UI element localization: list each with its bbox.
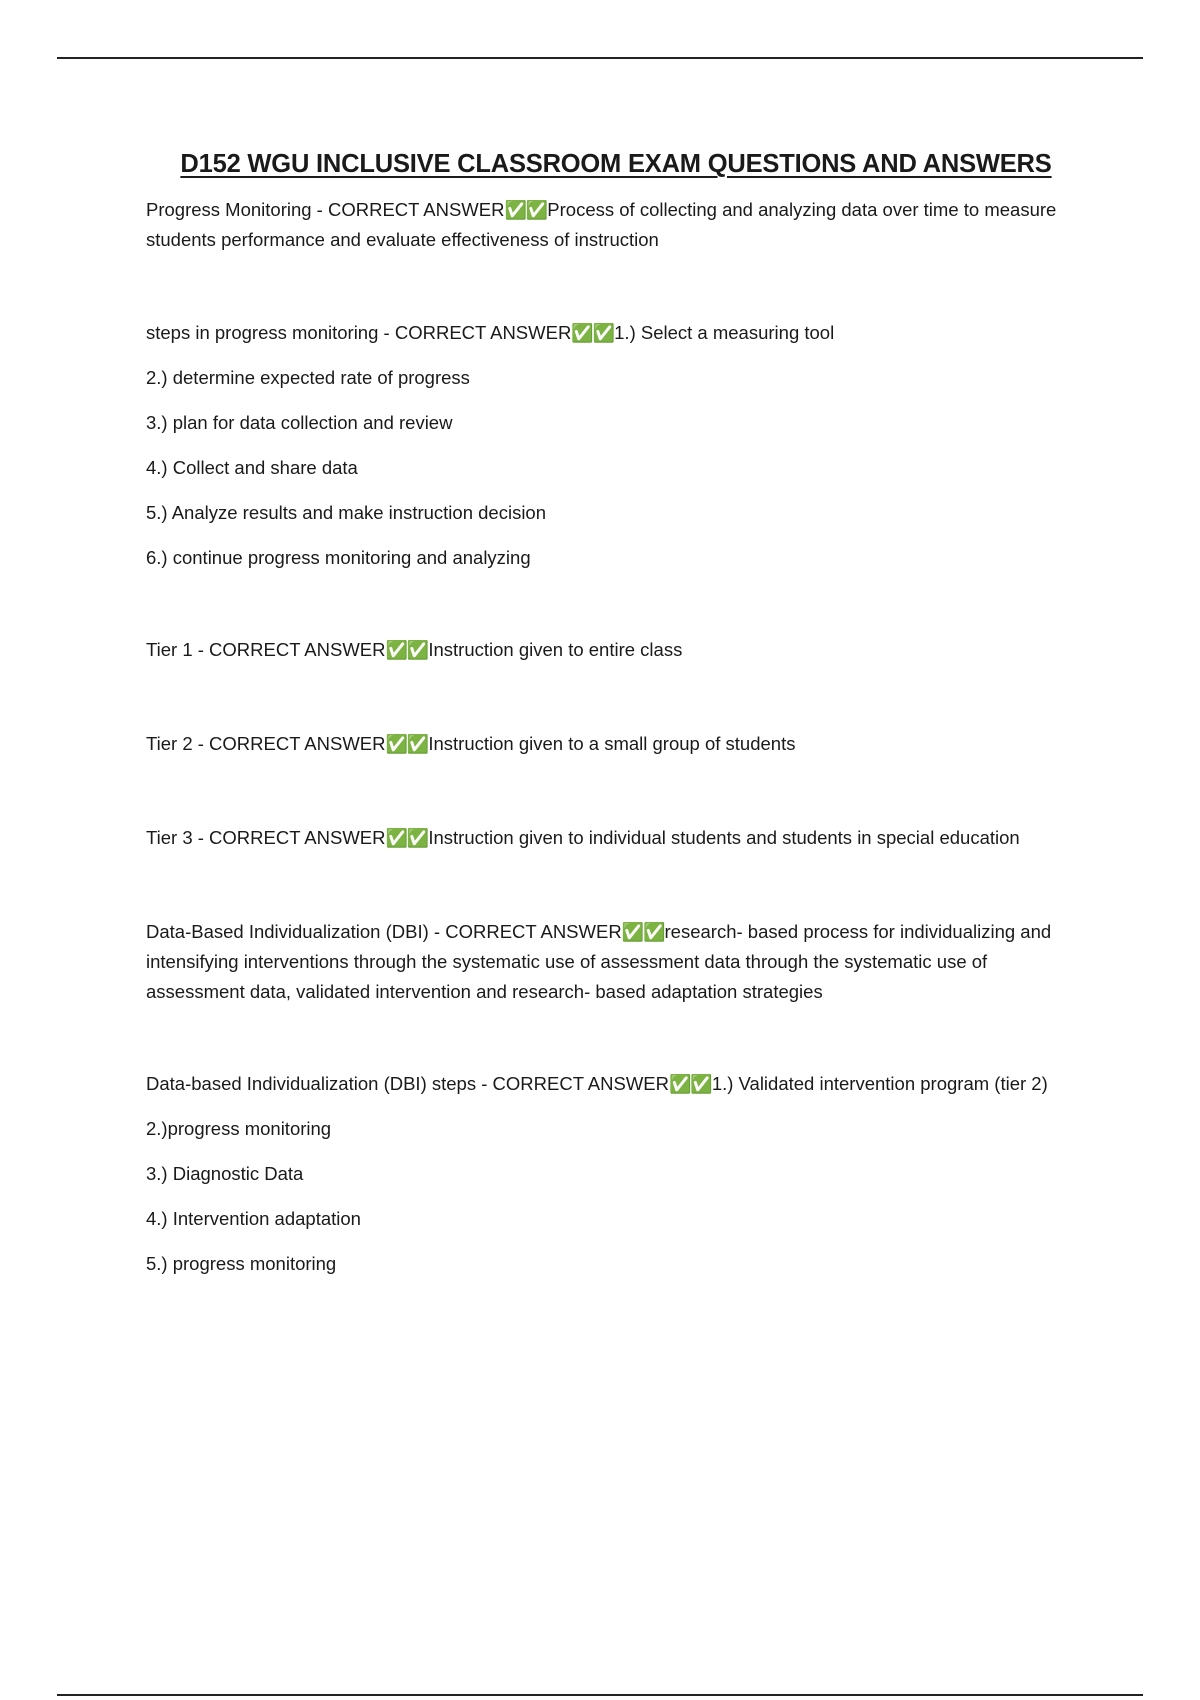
step-item: 6.) continue progress monitoring and analyzing xyxy=(146,547,531,568)
qa-term: Data-Based Individualization (DBI) - xyxy=(146,921,446,942)
check-mark-icon: ✅✅ xyxy=(385,828,429,848)
qa-entry xyxy=(146,635,1086,665)
step-item: 4.) Intervention adaptation xyxy=(146,1208,361,1229)
answer-marker: CORRECT ANSWER xyxy=(394,322,572,343)
answer-marker: CORRECT ANSWER xyxy=(492,1073,669,1094)
qa-entry xyxy=(146,917,1086,1007)
qa-question xyxy=(146,635,1086,665)
check-mark-icon: ✅✅ xyxy=(504,200,548,220)
qa-term: Data-based Individualization (DBI) steps - xyxy=(146,1073,493,1094)
answer-marker: CORRECT ANSWER xyxy=(445,921,622,942)
qa-answer: Instruction given to individual students and students in special education xyxy=(428,827,1020,848)
step-item: 3.) plan for data collection and review xyxy=(146,412,453,433)
qa-answer: 1.) Validated intervention program (tier 2) xyxy=(711,1073,1048,1094)
qa-term: Tier 3 - xyxy=(146,827,210,848)
check-mark-icon: ✅✅ xyxy=(621,922,665,942)
qa-question xyxy=(146,823,1086,853)
step-item: 5.) progress monitoring xyxy=(146,1253,337,1274)
qa-answer: 1.) Select a measuring tool xyxy=(614,322,835,343)
step-item: 5.) Analyze results and make instruction decision xyxy=(146,502,547,523)
answer-marker: CORRECT ANSWER xyxy=(209,827,386,848)
qa-entry xyxy=(146,318,1086,573)
qa-question xyxy=(146,195,1086,255)
qa-question xyxy=(146,318,1086,348)
qa-entry xyxy=(146,729,1086,759)
qa-term: Tier 1 - xyxy=(146,639,210,660)
check-mark-icon: ✅✅ xyxy=(385,640,429,660)
answer-marker: CORRECT ANSWER xyxy=(209,639,386,660)
check-mark-icon: ✅✅ xyxy=(385,734,429,754)
check-mark-icon: ✅✅ xyxy=(669,1074,712,1094)
answer-marker: CORRECT ANSWER xyxy=(327,199,505,220)
qa-answer: Instruction given to entire class xyxy=(428,639,683,660)
qa-entry xyxy=(146,1069,1086,1279)
qa-question xyxy=(146,1069,1086,1099)
qa-question xyxy=(146,917,1086,1007)
top-rule xyxy=(57,57,1143,59)
qa-entry xyxy=(146,823,1086,853)
document-body xyxy=(146,150,1086,1279)
step-item: 2.)progress monitoring xyxy=(146,1118,332,1139)
qa-answer: research- based process for individualizing and intensifying interventions through the systematic use of assessment data through the systematic use of assessment data, validated intervention and research- based adaptation strategies xyxy=(146,921,1052,1002)
answer-marker: CORRECT ANSWER xyxy=(209,733,386,754)
qa-term: Tier 2 - xyxy=(146,733,210,754)
qa-term: Progress Monitoring - xyxy=(146,199,328,220)
qa-term: steps in progress monitoring - xyxy=(146,322,395,343)
check-mark-icon: ✅✅ xyxy=(571,323,615,343)
qa-entry xyxy=(146,195,1086,255)
qa-question xyxy=(146,729,1086,759)
step-item: 2.) determine expected rate of progress xyxy=(146,367,470,388)
document-title: D152 WGU INCLUSIVE CLASSROOM EXAM QUESTIONS AND ANSWERS xyxy=(180,150,1052,178)
qa-answer: Process of collecting and analyzing data over time to measure students performance and evaluate effectiveness of instruction xyxy=(146,199,1057,250)
step-item: 3.) Diagnostic Data xyxy=(146,1163,304,1184)
qa-answer: Instruction given to a small group of students xyxy=(428,733,796,754)
bottom-rule xyxy=(57,1694,1143,1696)
step-item: 4.) Collect and share data xyxy=(146,457,358,478)
